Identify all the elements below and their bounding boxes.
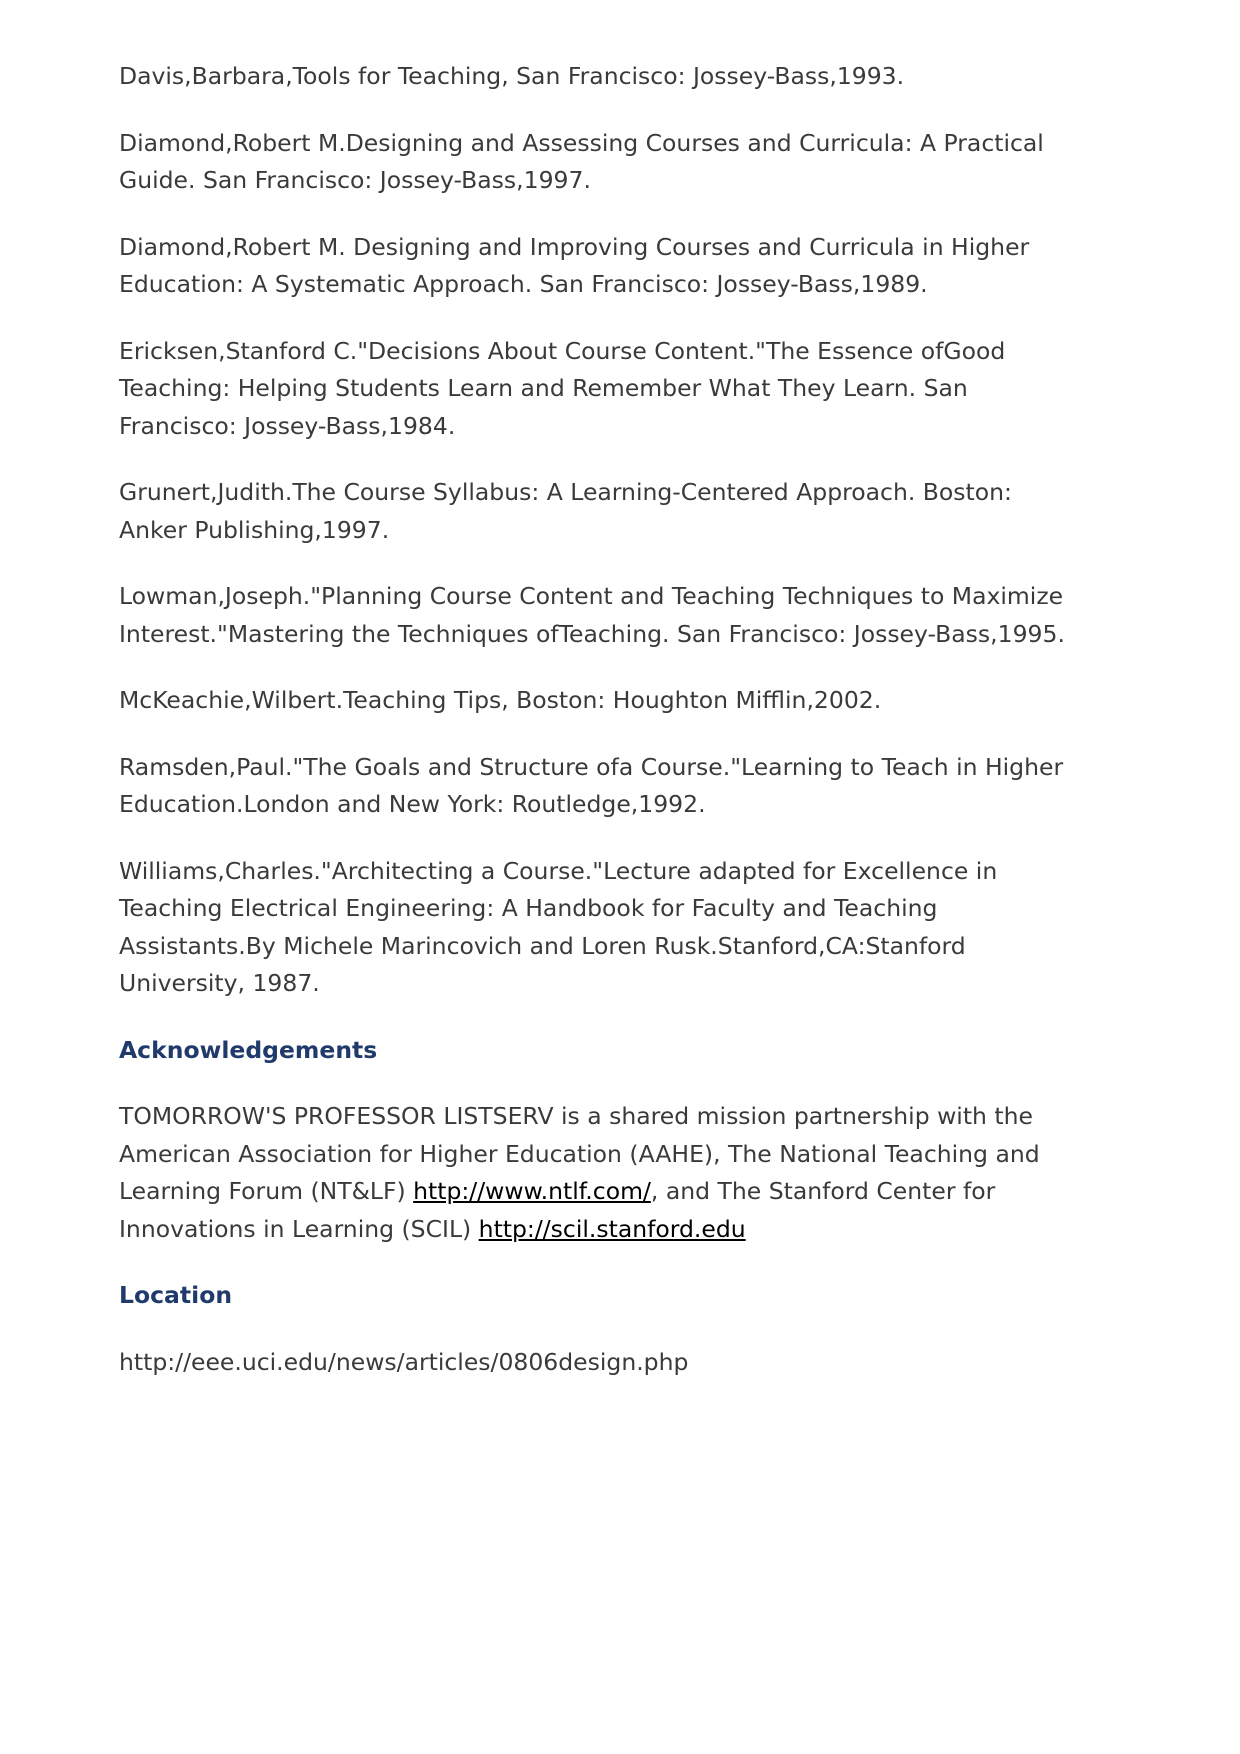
acknowledgements-heading: Acknowledgements: [119, 1035, 378, 1064]
reference-entry: Davis,Barbara,Tools for Teaching, San Francisco: Jossey-Bass,1993.: [119, 62, 905, 90]
reference-entry: Ramsden,Paul."The Goals and Structure ofa Course."Learning to Teach in Higher Education.London and New York: Routledge,1992.: [119, 752, 1064, 818]
scil-link[interactable]: http://scil.stanford.edu: [478, 1214, 746, 1243]
reference-entry: Diamond,Robert M. Designing and Improving Courses and Curricula in Higher Education: A Systematic Approach. San Francisco: Jossey-Bass,1989.: [119, 232, 1030, 298]
location-url: http://eee.uci.edu/news/articles/0806design.php: [119, 1347, 689, 1376]
location-heading: Location: [119, 1281, 233, 1309]
reference-list: [119, 58, 1079, 1003]
acknowledgements-text-1: TOMORROW'S PROFESSOR LISTSERV is a shared mission partnership with the American Association for Higher Education (AAHE), The National Teaching and Learning Forum (NT&LF): [119, 1102, 1040, 1205]
ntlf-link[interactable]: http://www.ntlf.com/: [413, 1177, 651, 1205]
reference-entry: McKeachie,Wilbert.Teaching Tips, Boston: Houghton Mifflin,2002.: [119, 686, 882, 714]
reference-entry: Diamond,Robert M.Designing and Assessing Courses and Curricula: A Practical Guide. San Francisco: Jossey-Bass,1997.: [119, 128, 1044, 194]
document-page: [119, 58, 1079, 1381]
reference-entry: Lowman,Joseph."Planning Course Content and Teaching Techniques to Maximize Interest."Mastering the Techniques ofTeaching. San Francisco: Jossey-Bass,1995.: [119, 582, 1065, 648]
reference-entry: Ericksen,Stanford C."Decisions About Course Content."The Essence ofGood Teaching: Helping Students Learn and Remember What They Learn. San Francisco: Jossey-Bass,1984.: [119, 336, 1006, 440]
reference-entry: Grunert,Judith.The Course Syllabus: A Learning-Centered Approach. Boston: Anker Publishing,1997.: [119, 478, 1012, 544]
acknowledgements-text-2: , and The Stanford Center for Innovations in Learning (SCIL): [119, 1177, 996, 1243]
acknowledgements-paragraph: [119, 1098, 1079, 1248]
reference-entry: Williams,Charles."Architecting a Course."Lecture adapted for Excellence in Teaching Electrical Engineering: A Handbook for Faculty and Teaching Assistants.By Michele Marincovich and Loren Rusk.Stanford,CA:Stanford University, 1987.: [119, 856, 998, 997]
